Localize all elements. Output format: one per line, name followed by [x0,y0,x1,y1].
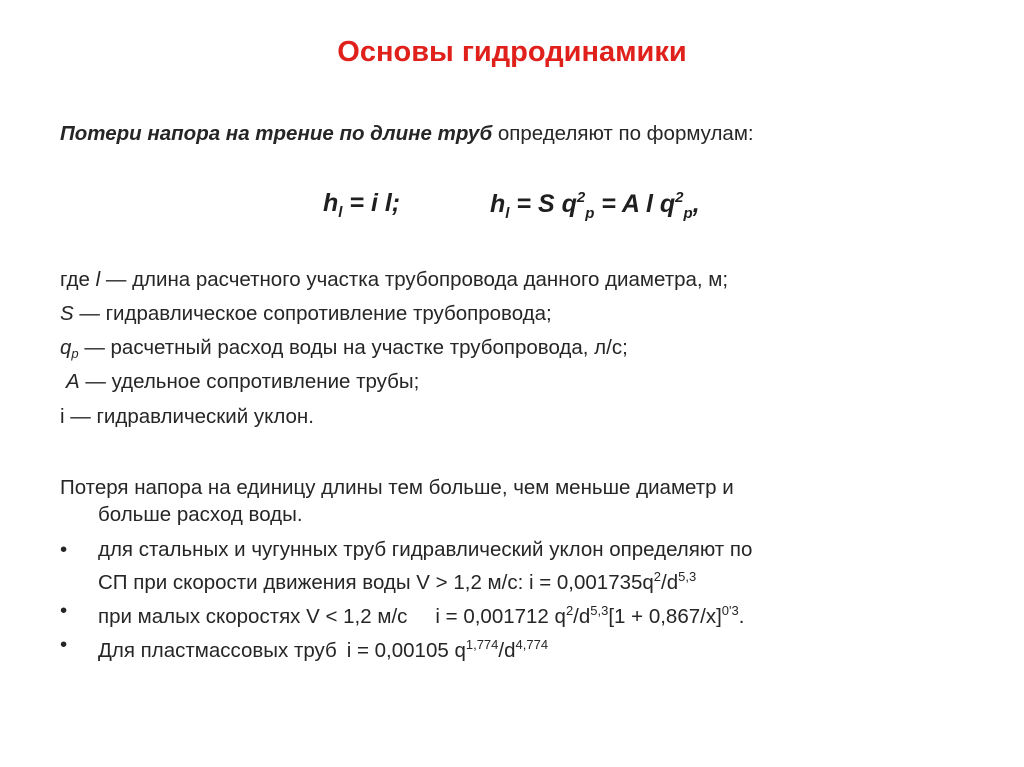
definition-text: i — гидравлический уклон. [60,405,314,428]
definition-l [60,268,728,292]
intro-rest: определяют по формулам: [492,122,754,145]
bullet-2-mid: /d [573,605,591,628]
bullet-1-mid: /d [661,571,679,594]
bullet-3-sup-1: 1,774 [465,637,499,652]
definition-symbol: S [60,302,74,325]
formula-2-comma: , [692,190,700,218]
formula-2-h: h [490,190,506,218]
formula-2-sub-p1: p [585,205,595,222]
definition-qp [60,336,628,361]
bullet-2-sup-3: 0'3 [721,603,739,618]
definition-symbol: q [60,336,72,359]
definition-i [60,405,314,429]
paragraph-line-1: Потеря напора на единицу длины тем больше, чем меньше диаметр и [60,476,734,499]
definition-prefix: где [60,268,96,291]
bullet-marker: • [60,538,68,561]
bullet-marker: • [60,599,68,622]
formula-1 [323,189,400,221]
formula-2-sup-1: 2 [576,189,586,206]
formula-2-part-c: = A l q [594,190,676,218]
formula-1-sub: l [338,204,343,221]
bullet-text [98,536,960,596]
bullet-3-mid: /d [498,639,516,662]
definition-text: — расчетный расход воды на участке трубопровода, л/с; [78,336,628,359]
bullet-1-sup-2: 5,3 [678,569,697,584]
formula-2-part-b: = S q [509,190,577,218]
bullet-2-tail: [1 + 0,867/x] [608,605,722,628]
formula-1-h: h [323,189,339,217]
formula-1-rest: = i l; [342,189,401,217]
bullet-1-sup-1: 2 [653,569,662,584]
bullet-marker: • [60,633,68,656]
head-loss-paragraph [60,474,940,528]
bullet-plastic [60,631,960,664]
formula-2-sub-l: l [505,205,510,222]
bullet-2-formula: i = 0,001712 q [435,605,566,628]
definition-text: — гидравлическое сопротивление трубопровода; [73,302,552,325]
intro-emphasis: Потери напора на трение по длине труб [60,122,493,145]
definition-symbol: l [95,268,101,291]
definition-a [66,370,419,394]
bullet-1-line-2: СП при скорости движения воды V > 1,2 м/с: i = 0,001735q [98,571,654,594]
definition-text: — длина расчетного участка трубопровода данного диаметра, м; [100,268,729,291]
paragraph-line-2: больше расход воды. [98,503,303,526]
bullet-2-end: . [738,605,745,628]
bullet-2-text: при малых скоростях V < 1,2 м/с [98,605,408,628]
bullet-text [98,597,960,630]
definition-subscript: p [71,346,79,361]
bullet-low-speed [60,597,960,630]
formula-2-sup-2: 2 [675,189,684,206]
bullet-3-formula: i = 0,00105 q [346,639,466,662]
bullet-text [98,631,960,664]
slide-title: Основы гидродинамики [337,36,687,68]
definition-symbol: A [66,370,80,393]
bullet-3-text: Для пластмассовых труб [98,639,337,662]
bullet-steel-iron [60,536,960,596]
bullet-1-line-1: для стальных и чугунных труб гидравлический уклон определяют по [98,538,753,561]
bullet-2-sup-1: 2 [565,603,574,618]
formula-2-sub-p2: p [683,205,693,222]
definition-s [60,302,552,326]
formula-2 [490,189,700,222]
bullet-3-sup-2: 4,774 [515,637,549,652]
definition-text: — удельное сопротивление трубы; [79,370,420,393]
bullet-2-sup-2: 5,3 [590,603,609,618]
intro-line [60,122,754,146]
